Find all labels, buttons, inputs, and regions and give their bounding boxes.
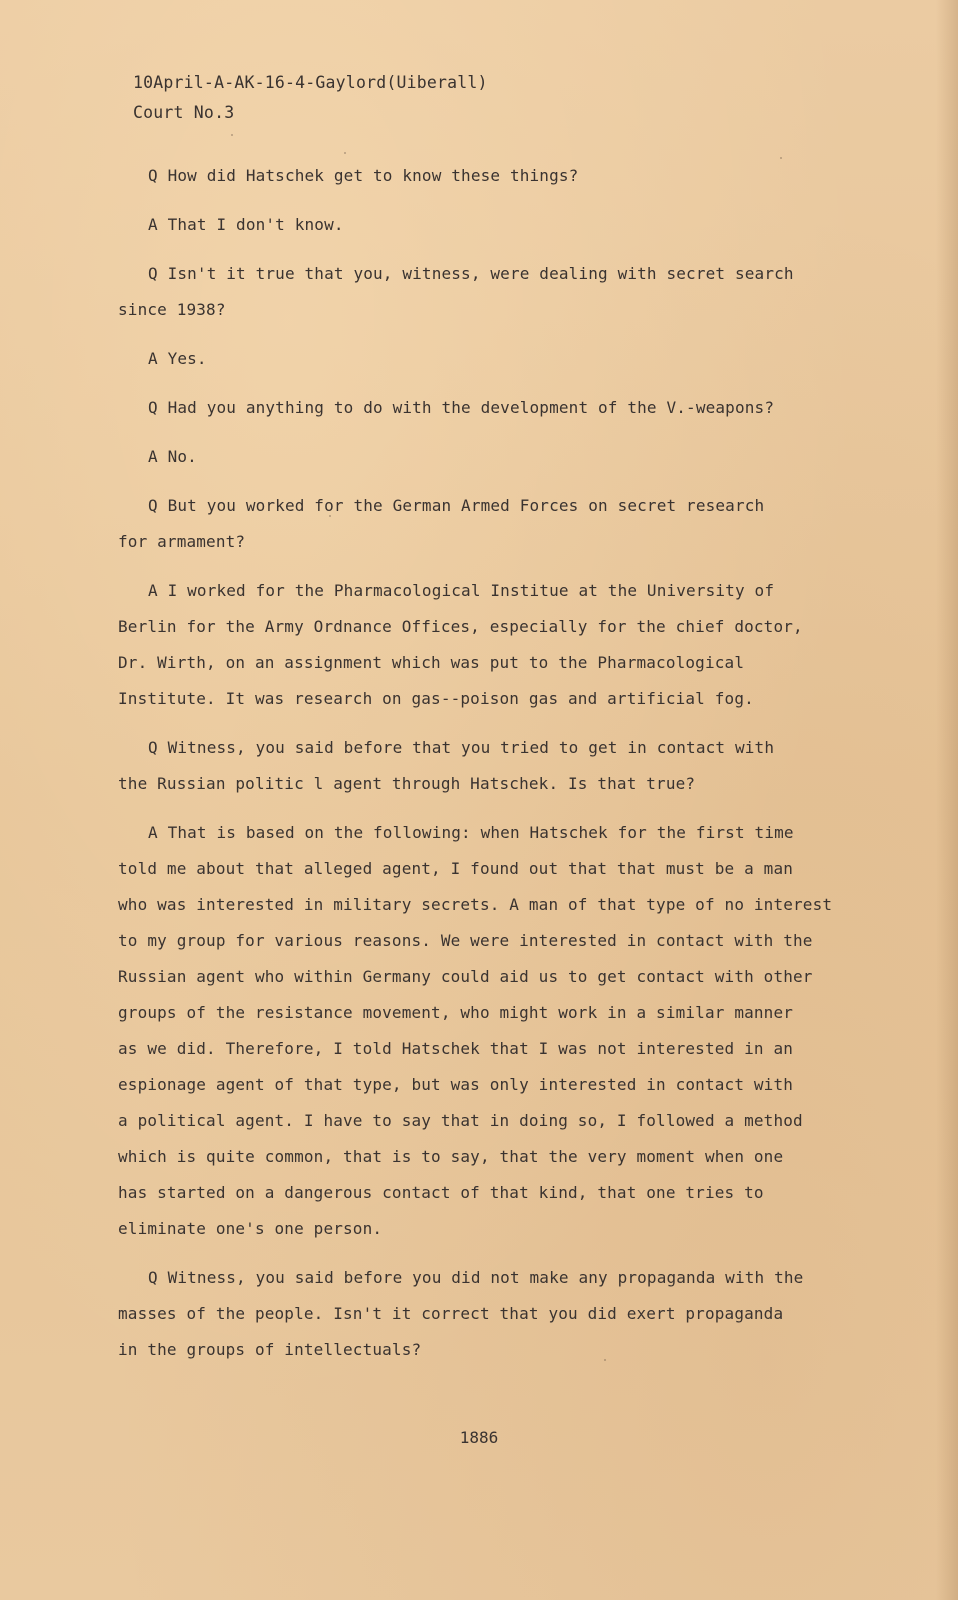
- transcript-line: for armament?: [118, 532, 246, 551]
- transcript-paragraph: [118, 341, 858, 377]
- transcript-line: Institute. It was research on gas--poison gas and artificial fog.: [118, 689, 754, 708]
- paper-speck: [344, 152, 346, 154]
- transcript-line: A That I don't know.: [148, 215, 344, 234]
- document-header: [133, 68, 488, 128]
- transcript-line: since 1938?: [118, 300, 226, 319]
- transcript-paragraph: [118, 573, 858, 717]
- transcript-line: has started on a dangerous contact of that kind, that one tries to: [118, 1183, 764, 1202]
- transcript-line: the Russian politic l agent through Hatschek. Is that true?: [118, 774, 696, 793]
- transcript-paragraph: [118, 390, 858, 426]
- transcript-line: masses of the people. Isn't it correct that you did exert propaganda: [118, 1304, 784, 1323]
- transcript-paragraph: [118, 158, 858, 194]
- transcript-paragraph: [118, 207, 858, 243]
- transcript-line: as we did. Therefore, I told Hatschek that I was not interested in an: [118, 1039, 794, 1058]
- transcript-line: which is quite common, that is to say, that the very moment when one: [118, 1147, 784, 1166]
- transcript-line: A No.: [148, 447, 197, 466]
- transcript-body: [118, 158, 858, 1381]
- transcript-line: A Yes.: [148, 349, 207, 368]
- transcript-paragraph: [118, 1260, 858, 1368]
- transcript-paragraph: [118, 488, 858, 560]
- transcript-line: Q Isn't it true that you, witness, were dealing with secret search: [148, 264, 794, 283]
- transcript-line: Q But you worked for the German Armed Forces on secret research: [148, 496, 765, 515]
- paper-speck: [329, 515, 331, 517]
- paper-speck: [604, 1359, 606, 1361]
- transcript-line: Q Witness, you said before that you tried to get in contact with: [148, 738, 775, 757]
- transcript-line: Berlin for the Army Ordnance Offices, especially for the chief doctor,: [118, 617, 803, 636]
- transcript-paragraph: [118, 256, 858, 328]
- transcript-line: told me about that alleged agent, I found out that that must be a man: [118, 859, 794, 878]
- transcript-line: groups of the resistance movement, who might work in a similar manner: [118, 1003, 794, 1022]
- transcript-line: who was interested in military secrets. A man of that type of no interest: [118, 895, 833, 914]
- paper-speck: [780, 157, 782, 159]
- transcript-line: to my group for various reasons. We were interested in contact with the: [118, 931, 813, 950]
- header-reference: 10April-A-AK-16-4-Gaylord(Uiberall): [133, 73, 488, 92]
- transcript-line: eliminate one's one person.: [118, 1219, 383, 1238]
- paper-speck: [231, 134, 233, 136]
- transcript-paragraph: [118, 815, 858, 1247]
- transcript-paragraph: [118, 730, 858, 802]
- transcript-line: A I worked for the Pharmacological Institue at the University of: [148, 581, 775, 600]
- page-number: 1886: [459, 1428, 499, 1447]
- transcript-line: A That is based on the following: when Hatschek for the first time: [148, 823, 794, 842]
- transcript-line: Russian agent who within Germany could aid us to get contact with other: [118, 967, 813, 986]
- transcript-line: Q How did Hatschek get to know these things?: [148, 166, 579, 185]
- transcript-line: a political agent. I have to say that in doing so, I followed a method: [118, 1111, 803, 1130]
- transcript-line: Q Witness, you said before you did not make any propaganda with the: [148, 1268, 804, 1287]
- header-court: Court No.3: [133, 103, 235, 122]
- transcript-line: espionage agent of that type, but was only interested in contact with: [118, 1075, 794, 1094]
- transcript-line: Dr. Wirth, on an assignment which was put to the Pharmacological: [118, 653, 745, 672]
- paper-edge-shadow: [936, 0, 958, 1600]
- transcript-line: in the groups of intellectuals?: [118, 1340, 422, 1359]
- transcript-paragraph: [118, 439, 858, 475]
- transcript-line: Q Had you anything to do with the development of the V.-weapons?: [148, 398, 775, 417]
